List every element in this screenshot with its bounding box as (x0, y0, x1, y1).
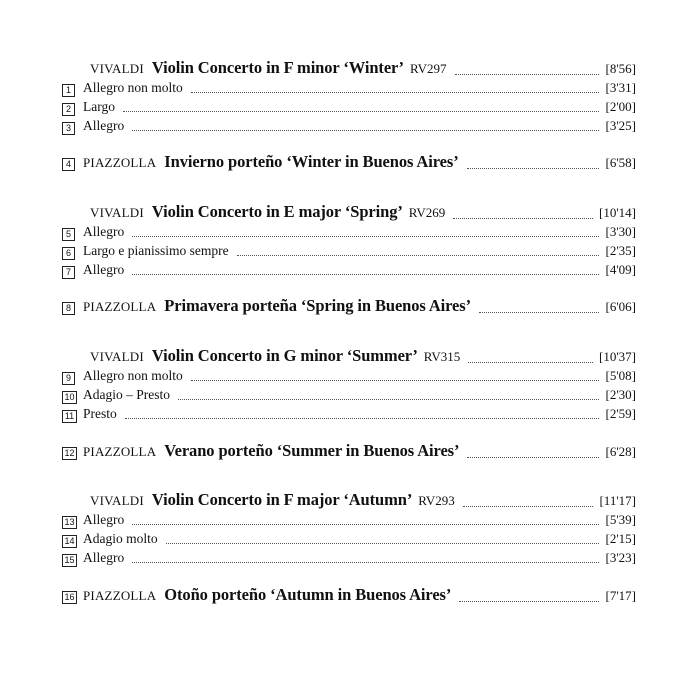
track-duration: [5'39] (605, 512, 636, 527)
track-number: 10 (62, 391, 77, 404)
dot-leader (467, 168, 600, 169)
work-duration: [8'56] (605, 61, 636, 76)
track-row[interactable] (62, 262, 636, 282)
track-title: Allegro (83, 512, 125, 527)
work-title: Otoño porteño ‘Autumn in Buenos Aires’ (164, 585, 452, 604)
track-title: Allegro (83, 224, 125, 239)
dot-leader (178, 399, 599, 400)
dot-leader (191, 92, 600, 93)
dot-leader (191, 380, 600, 381)
track-duration: [2'15] (605, 531, 636, 546)
track-row[interactable] (62, 296, 636, 320)
track-row[interactable] (62, 99, 636, 119)
composer-name: PIAZZOLLA (83, 444, 157, 459)
dot-leader (132, 524, 599, 525)
track-number: 16 (62, 591, 77, 604)
catalog-number: RV315 (423, 349, 461, 364)
catalog-number: RV269 (408, 205, 446, 220)
work-title: Violin Concerto in F major ‘Autumn’ (151, 490, 413, 509)
track-number: 7 (62, 266, 75, 279)
work-duration: [10'14] (598, 205, 636, 220)
track-number: 5 (62, 228, 75, 241)
track-duration: [3'23] (605, 550, 636, 565)
track-row[interactable] (62, 550, 636, 570)
dot-leader (166, 543, 600, 544)
dot-leader (479, 312, 599, 313)
track-duration: [2'35] (605, 243, 636, 258)
work-title: Violin Concerto in G minor ‘Summer’ (151, 346, 418, 365)
track-row[interactable] (62, 152, 636, 176)
dot-leader (132, 274, 599, 275)
track-title: Allegro (83, 550, 125, 565)
track-title: Adagio molto (83, 531, 158, 546)
track-number: 11 (62, 410, 77, 423)
track-row[interactable] (62, 531, 636, 551)
dot-leader (467, 457, 599, 458)
track-duration: [2'00] (605, 99, 636, 114)
track-row[interactable] (62, 224, 636, 244)
work-title: Primavera porteña ‘Spring in Buenos Aires’ (164, 296, 471, 315)
track-row[interactable] (62, 585, 636, 609)
track-number: 12 (62, 447, 77, 460)
dot-leader (453, 218, 593, 219)
dot-leader (237, 255, 600, 256)
dot-leader (455, 74, 600, 75)
work-title: Invierno porteño ‘Winter in Buenos Aires’ (164, 152, 459, 171)
track-row[interactable] (62, 441, 636, 465)
work-title: Violin Concerto in E major ‘Spring’ (151, 202, 403, 221)
work-duration: [10'37] (598, 349, 636, 364)
track-row[interactable] (62, 368, 636, 388)
track-number: 13 (62, 516, 77, 529)
track-title: Allegro (83, 262, 125, 277)
work-header-row (62, 490, 636, 514)
work-title: Verano porteño ‘Summer in Buenos Aires’ (164, 441, 460, 460)
composer-name: VIVALDI (90, 493, 144, 508)
track-number: 9 (62, 372, 75, 385)
track-duration: [4'09] (605, 262, 636, 277)
track-duration: [6'58] (605, 155, 636, 170)
track-duration: [5'08] (605, 368, 636, 383)
composer-name: VIVALDI (90, 205, 144, 220)
track-number: 6 (62, 247, 75, 260)
dot-leader (463, 506, 594, 507)
dot-leader (132, 236, 599, 237)
track-title: Allegro non molto (83, 368, 183, 383)
track-number: 14 (62, 535, 77, 548)
composer-name: PIAZZOLLA (83, 299, 157, 314)
track-title: Allegro (83, 118, 125, 133)
track-number: 15 (62, 554, 77, 567)
track-row[interactable] (62, 243, 636, 263)
work-title: Violin Concerto in F minor ‘Winter’ (151, 58, 404, 77)
track-number: 1 (62, 84, 75, 97)
track-title: Largo (83, 99, 115, 114)
track-title: Presto (83, 406, 117, 421)
track-duration: [6'28] (605, 444, 636, 459)
dot-leader (123, 111, 599, 112)
work-header-row (62, 202, 636, 226)
dot-leader (125, 418, 600, 419)
track-duration: [3'31] (605, 80, 636, 95)
work-duration: [11'17] (599, 493, 636, 508)
track-duration: [3'25] (605, 118, 636, 133)
track-duration: [3'30] (605, 224, 636, 239)
track-title: Adagio – Presto (83, 387, 170, 402)
track-number: 4 (62, 158, 75, 171)
dot-leader (459, 601, 599, 602)
dot-leader (468, 362, 593, 363)
catalog-number: RV293 (418, 493, 455, 508)
track-duration: [2'59] (605, 406, 636, 421)
track-number: 3 (62, 122, 75, 135)
composer-name: VIVALDI (90, 349, 144, 364)
work-header-row (62, 58, 636, 82)
track-row[interactable] (62, 387, 636, 407)
track-row[interactable] (62, 406, 636, 426)
track-number: 8 (62, 302, 75, 315)
dot-leader (132, 130, 599, 131)
catalog-number: RV297 (409, 61, 447, 76)
composer-name: VIVALDI (90, 61, 144, 76)
track-number: 2 (62, 103, 75, 116)
work-header-row (62, 346, 636, 370)
track-row[interactable] (62, 118, 636, 138)
track-title: Largo e pianissimo sempre (83, 243, 229, 258)
track-title: Allegro non molto (83, 80, 183, 95)
track-duration: [2'30] (605, 387, 636, 402)
dot-leader (132, 562, 599, 563)
track-duration: [7'17] (605, 588, 636, 603)
composer-name: PIAZZOLLA (83, 155, 157, 170)
composer-name: PIAZZOLLA (83, 588, 157, 603)
track-row[interactable] (62, 80, 636, 100)
track-row[interactable] (62, 512, 636, 532)
track-duration: [6'06] (605, 299, 636, 314)
